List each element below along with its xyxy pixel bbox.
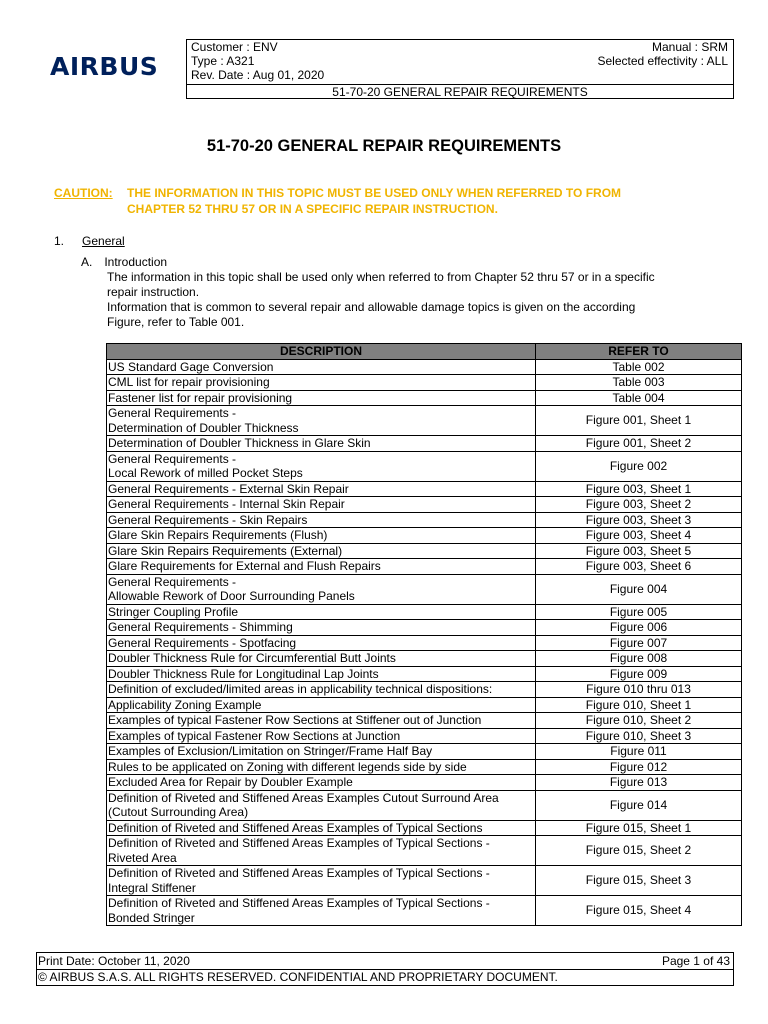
table-row [107, 481, 742, 497]
description-line: General Requirements - Spotfacing [108, 635, 297, 650]
table-row [107, 406, 742, 436]
description-line: Definition of Riveted and Stiffened Areas Examples of Typical Sections - [108, 836, 490, 850]
subsection-letter: A. [81, 255, 93, 269]
description-cell [107, 820, 536, 836]
table-row [107, 713, 742, 729]
description-cell [107, 574, 536, 604]
print-date: Print Date: October 11, 2020 [38, 954, 190, 968]
description-line: (Cutout Surrounding Area) [108, 805, 249, 819]
description-line: Stringer Coupling Profile [108, 604, 239, 619]
table-row [107, 744, 742, 760]
description-cell [107, 666, 536, 682]
caution-line-1: THE INFORMATION IN THIS TOPIC MUST BE USED ONLY WHEN REFERRED TO FROM [127, 186, 622, 200]
section-number: 1. [54, 234, 65, 248]
refer-to-cell: Figure 009 [536, 666, 742, 682]
description-line: Doubler Thickness Rule for Circumferential Butt Joints [108, 651, 396, 665]
description-line: Definition of Riveted and Stiffened Areas Examples of Typical Sections - [108, 896, 490, 910]
table-row [107, 759, 742, 775]
description-line: Examples of Exclusion/Limitation on Stringer/Frame Half Bay [108, 744, 433, 758]
refer-to-cell: Figure 015, Sheet 2 [536, 836, 742, 866]
description-cell [107, 651, 536, 667]
description-cell [107, 836, 536, 866]
description-cell [107, 559, 536, 575]
table-body [107, 359, 742, 926]
table-row [107, 682, 742, 698]
description-cell [107, 451, 536, 481]
description-line: Examples of typical Fastener Row Sections at Junction [108, 728, 401, 743]
description-line: Determination of Doubler Thickness [108, 420, 299, 435]
description-cell [107, 406, 536, 436]
description-line: General Requirements - [108, 574, 237, 589]
table-row [107, 820, 742, 836]
header-topic: 51-70-20 GENERAL REPAIR REQUIREMENTS [187, 84, 733, 100]
intro-p2-line2: Figure, refer to Table 001. [107, 315, 245, 329]
refer-to-cell: Figure 015, Sheet 4 [536, 896, 742, 926]
description-cell [107, 759, 536, 775]
table-row [107, 635, 742, 651]
description-cell [107, 481, 536, 497]
refer-to-cell: Figure 005 [536, 604, 742, 620]
table-row [107, 790, 742, 820]
subsection-title: Introduction [104, 255, 168, 269]
table-row [107, 359, 742, 375]
intro-p1-line2: repair instruction. [107, 285, 200, 299]
description-line: General Requirements - [108, 451, 237, 466]
description-line: Definition of Riveted and Stiffened Areas Examples of Typical Sections - [108, 866, 490, 880]
effectivity-label: Selected effectivity : ALL [597, 54, 728, 68]
refer-to-cell: Figure 003, Sheet 3 [536, 512, 742, 528]
table-row [107, 896, 742, 926]
intro-paragraph-1 [107, 270, 712, 300]
column-header-refer-to: REFER TO [536, 344, 742, 360]
refer-to-cell: Figure 014 [536, 790, 742, 820]
description-cell [107, 497, 536, 513]
manual-label: Manual : SRM [651, 40, 728, 54]
refer-to-cell: Figure 010 thru 013 [536, 682, 742, 698]
description-line: Allowable Rework of Door Surrounding Panels [108, 589, 355, 603]
table-row [107, 620, 742, 636]
description-cell [107, 790, 536, 820]
table-row [107, 775, 742, 791]
description-line: General Requirements - External Skin Repair [108, 481, 349, 496]
refer-to-cell: Figure 011 [536, 744, 742, 760]
refer-to-cell: Figure 003, Sheet 1 [536, 481, 742, 497]
table-row [107, 559, 742, 575]
table-row [107, 866, 742, 896]
description-cell [107, 390, 536, 406]
refer-to-cell: Figure 004 [536, 574, 742, 604]
rev-date-label: Rev. Date : Aug 01, 2020 [191, 68, 325, 82]
refer-to-cell: Figure 015, Sheet 1 [536, 820, 742, 836]
refer-to-cell: Figure 001, Sheet 2 [536, 436, 742, 452]
description-line: US Standard Gage Conversion [108, 359, 274, 374]
intro-p1-line1: The information in this topic shall be used only when referred to from Chapter 52 thru 57 or in a specific [107, 270, 655, 284]
description-line: Definition of Riveted and Stiffened Areas Examples of Typical Sections [108, 820, 483, 835]
refer-to-cell: Figure 013 [536, 775, 742, 791]
table-row [107, 436, 742, 452]
table-row [107, 651, 742, 667]
refer-to-cell: Figure 010, Sheet 1 [536, 697, 742, 713]
description-cell [107, 682, 536, 698]
description-line: Excluded Area for Repair by Doubler Example [108, 775, 353, 789]
subsection-heading [81, 255, 167, 269]
table-row [107, 390, 742, 406]
description-cell [107, 604, 536, 620]
copyright-notice: © AIRBUS S.A.S. ALL RIGHTS RESERVED. CONFIDENTIAL AND PROPRIETARY DOCUMENT. [37, 969, 733, 985]
section-heading [54, 234, 125, 248]
description-line: Local Rework of milled Pocket Steps [108, 466, 303, 480]
description-cell [107, 528, 536, 544]
caution-label: CAUTION: [54, 186, 113, 200]
description-line: General Requirements - Skin Repairs [108, 512, 308, 527]
refer-to-cell: Table 003 [536, 375, 742, 391]
description-line: Determination of Doubler Thickness in Glare Skin [108, 436, 371, 450]
refer-to-cell: Figure 002 [536, 451, 742, 481]
refer-to-cell: Figure 007 [536, 635, 742, 651]
description-cell [107, 896, 536, 926]
description-line: Fastener list for repair provisioning [108, 390, 293, 405]
type-label: Type : A321 [191, 54, 255, 68]
table-row [107, 836, 742, 866]
description-cell [107, 512, 536, 528]
description-cell [107, 620, 536, 636]
caution-text [127, 186, 727, 217]
description-line: Riveted Area [108, 850, 177, 865]
intro-p2-line1: Information that is common to several repair and allowable damage topics is given on the according [107, 300, 636, 314]
description-cell [107, 866, 536, 896]
description-line: Integral Stiffener [108, 880, 196, 895]
reference-table [106, 343, 742, 926]
description-cell [107, 375, 536, 391]
refer-to-cell: Figure 001, Sheet 1 [536, 406, 742, 436]
page-title: 51-70-20 GENERAL REPAIR REQUIREMENTS [206, 137, 562, 155]
page-header-box [186, 39, 734, 99]
customer-label: Customer : ENV [191, 40, 278, 54]
refer-to-cell: Table 004 [536, 390, 742, 406]
description-cell [107, 697, 536, 713]
description-cell [107, 713, 536, 729]
refer-to-cell: Figure 003, Sheet 6 [536, 559, 742, 575]
description-line: Rules to be applicated on Zoning with different legends side by side [108, 759, 467, 774]
description-line: Doubler Thickness Rule for Longitudinal Lap Joints [108, 666, 379, 681]
description-line: General Requirements - [108, 406, 237, 420]
description-cell [107, 543, 536, 559]
table-row [107, 497, 742, 513]
refer-to-cell: Figure 015, Sheet 3 [536, 866, 742, 896]
description-line: Applicability Zoning Example [108, 697, 262, 712]
refer-to-cell: Figure 006 [536, 620, 742, 636]
description-line: Bonded Stringer [108, 910, 195, 925]
table-row [107, 604, 742, 620]
description-line: Glare Skin Repairs Requirements (Flush) [108, 528, 328, 542]
table-row [107, 543, 742, 559]
description-line: Glare Requirements for External and Flush Repairs [108, 559, 381, 573]
description-cell [107, 359, 536, 375]
table-header-row [107, 344, 742, 360]
description-line: General Requirements - Shimming [108, 620, 293, 634]
description-cell [107, 744, 536, 760]
refer-to-cell: Figure 010, Sheet 3 [536, 728, 742, 744]
description-cell [107, 635, 536, 651]
description-line: Definition of excluded/limited areas in applicability technical dispositions: [108, 682, 493, 696]
intro-paragraph-2 [107, 300, 712, 330]
refer-to-cell: Figure 008 [536, 651, 742, 667]
description-line: Definition of Riveted and Stiffened Areas Examples Cutout Surround Area [108, 790, 499, 805]
section-title: General [82, 234, 125, 248]
table-row [107, 451, 742, 481]
description-cell [107, 436, 536, 452]
description-line: Examples of typical Fastener Row Sections at Stiffener out of Junction [108, 713, 482, 727]
description-cell [107, 775, 536, 791]
table-row [107, 697, 742, 713]
refer-to-cell: Figure 010, Sheet 2 [536, 713, 742, 729]
refer-to-cell: Figure 003, Sheet 2 [536, 497, 742, 513]
description-cell [107, 728, 536, 744]
table-row [107, 574, 742, 604]
description-line: Glare Skin Repairs Requirements (External) [108, 543, 343, 558]
page-number: Page 1 of 43 [661, 954, 730, 968]
refer-to-cell: Table 002 [536, 359, 742, 375]
airbus-logo: AIRBUS [50, 52, 159, 81]
description-line: CML list for repair provisioning [108, 375, 270, 389]
table-row [107, 375, 742, 391]
table-row [107, 512, 742, 528]
refer-to-cell: Figure 012 [536, 759, 742, 775]
refer-to-cell: Figure 003, Sheet 4 [536, 528, 742, 544]
refer-to-cell: Figure 003, Sheet 5 [536, 543, 742, 559]
table-row [107, 528, 742, 544]
page-footer [36, 952, 734, 986]
table-row [107, 666, 742, 682]
table-row [107, 728, 742, 744]
description-line: General Requirements - Internal Skin Repair [108, 497, 345, 511]
caution-line-2: CHAPTER 52 THRU 57 OR IN A SPECIFIC REPAIR INSTRUCTION. [127, 201, 498, 216]
column-header-description: DESCRIPTION [107, 344, 536, 360]
